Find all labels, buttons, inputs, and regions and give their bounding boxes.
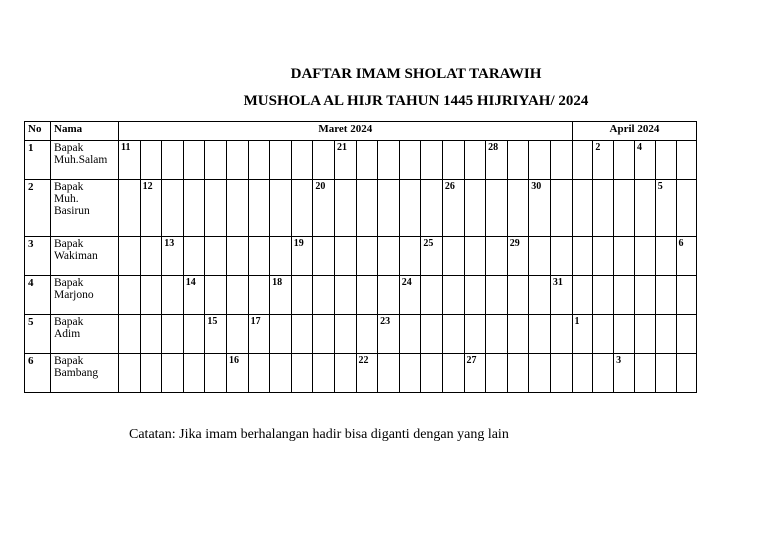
schedule-date: 17 [248,315,270,354]
empty-date-cell [572,276,593,315]
empty-date-cell [399,315,421,354]
empty-date-cell [486,276,508,315]
schedule-date: 30 [529,180,551,237]
schedule-date: 14 [183,276,205,315]
schedule-date: 5 [655,180,676,237]
imam-name [51,180,119,237]
table-row [25,180,697,237]
header-month-april: April 2024 [572,122,697,141]
empty-date-cell [507,141,529,180]
imam-name-line: Wakiman [54,250,98,262]
empty-date-cell [334,180,356,237]
empty-date-cell [205,237,227,276]
empty-date-cell [442,141,464,180]
header-no: No [25,122,51,141]
schedule-date: 16 [226,354,248,393]
row-number: 3 [25,237,51,276]
empty-date-cell [442,354,464,393]
empty-date-cell [226,237,248,276]
table-row [25,141,697,180]
schedule-date: 18 [270,276,292,315]
empty-date-cell [614,141,635,180]
imam-name-line: Bapak [54,238,84,250]
empty-date-cell [183,141,205,180]
schedule-date: 27 [464,354,486,393]
empty-date-cell [676,354,697,393]
empty-date-cell [676,315,697,354]
empty-date-cell [356,315,378,354]
empty-date-cell [356,237,378,276]
empty-date-cell [507,276,529,315]
row-number: 6 [25,354,51,393]
empty-date-cell [572,141,593,180]
empty-date-cell [270,237,292,276]
imam-name-line: Bapak [54,277,84,289]
empty-date-cell [313,141,335,180]
page-subtitle: MUSHOLA AL HIJR TAHUN 1445 HIJRIYAH/ 2024 [243,93,589,109]
empty-date-cell [119,354,141,393]
empty-date-cell [270,354,292,393]
empty-date-cell [507,180,529,237]
empty-date-cell [572,237,593,276]
schedule-date: 24 [399,276,421,315]
imam-name [51,315,119,354]
empty-date-cell [655,237,676,276]
row-number: 1 [25,141,51,180]
empty-date-cell [550,354,572,393]
empty-date-cell [593,180,614,237]
empty-date-cell [676,276,697,315]
empty-date-cell [378,276,400,315]
empty-date-cell [550,237,572,276]
imam-name-line: Marjono [54,289,94,301]
empty-date-cell [550,141,572,180]
empty-date-cell [205,276,227,315]
empty-date-cell [378,180,400,237]
empty-date-cell [313,354,335,393]
empty-date-cell [464,180,486,237]
empty-date-cell [378,237,400,276]
empty-date-cell [634,180,655,237]
empty-date-cell [183,237,205,276]
schedule-date: 13 [162,237,184,276]
empty-date-cell [378,141,400,180]
empty-date-cell [183,354,205,393]
empty-date-cell [655,315,676,354]
empty-date-cell [655,141,676,180]
empty-date-cell [486,237,508,276]
empty-date-cell [634,237,655,276]
schedule-date: 26 [442,180,464,237]
empty-date-cell [140,237,162,276]
empty-date-cell [183,180,205,237]
schedule-date: 1 [572,315,593,354]
schedule-date: 21 [334,141,356,180]
empty-date-cell [313,276,335,315]
schedule-date: 20 [313,180,335,237]
empty-date-cell [119,237,141,276]
schedule-date: 15 [205,315,227,354]
empty-date-cell [529,141,551,180]
empty-date-cell [486,180,508,237]
empty-date-cell [486,354,508,393]
empty-date-cell [162,276,184,315]
empty-date-cell [464,315,486,354]
empty-date-cell [334,237,356,276]
imam-name-line: Bapak [54,316,84,328]
imam-name-line: Muh.Salam [54,154,108,166]
empty-date-cell [313,237,335,276]
empty-date-cell [593,237,614,276]
imam-schedule-table [24,121,697,393]
empty-date-cell [248,354,270,393]
table-row [25,237,697,276]
empty-date-cell [291,141,313,180]
table-row [25,315,697,354]
empty-date-cell [226,315,248,354]
empty-date-cell [226,180,248,237]
empty-date-cell [313,315,335,354]
empty-date-cell [421,141,443,180]
empty-date-cell [676,141,697,180]
header-month-march: Maret 2024 [119,122,573,141]
imam-name-line: Bapak [54,181,84,193]
empty-date-cell [356,141,378,180]
table-header-row [25,122,697,141]
empty-date-cell [421,276,443,315]
schedule-date: 11 [119,141,141,180]
empty-date-cell [356,276,378,315]
empty-date-cell [270,315,292,354]
empty-date-cell [226,276,248,315]
empty-date-cell [270,141,292,180]
empty-date-cell [140,354,162,393]
empty-date-cell [655,276,676,315]
empty-date-cell [248,141,270,180]
empty-date-cell [614,237,635,276]
empty-date-cell [248,237,270,276]
empty-date-cell [442,315,464,354]
empty-date-cell [655,354,676,393]
empty-date-cell [614,276,635,315]
imam-name-line: Muh. [54,193,79,205]
empty-date-cell [572,354,593,393]
empty-date-cell [119,276,141,315]
imam-name-line: Adim [54,328,81,340]
note-text: Catatan: Jika imam berhalangan hadir bisa diganti dengan yang lain [129,427,509,442]
empty-date-cell [550,315,572,354]
empty-date-cell [140,276,162,315]
row-number: 2 [25,180,51,237]
schedule-date: 4 [634,141,655,180]
empty-date-cell [119,315,141,354]
empty-date-cell [334,315,356,354]
empty-date-cell [421,180,443,237]
imam-name-line: Bambang [54,367,99,379]
imam-name-line: Bapak [54,355,84,367]
empty-date-cell [226,141,248,180]
empty-date-cell [572,180,593,237]
empty-date-cell [529,276,551,315]
empty-date-cell [614,180,635,237]
imam-name-line: Basirun [54,205,90,217]
table-row [25,276,697,315]
empty-date-cell [140,141,162,180]
schedule-date: 6 [676,237,697,276]
empty-date-cell [162,180,184,237]
empty-date-cell [464,237,486,276]
empty-date-cell [442,237,464,276]
empty-date-cell [634,315,655,354]
row-number: 5 [25,315,51,354]
empty-date-cell [550,180,572,237]
schedule-date: 2 [593,141,614,180]
empty-date-cell [529,315,551,354]
empty-date-cell [464,276,486,315]
empty-date-cell [634,354,655,393]
schedule-date: 25 [421,237,443,276]
empty-date-cell [248,180,270,237]
empty-date-cell [205,180,227,237]
empty-date-cell [486,315,508,354]
empty-date-cell [119,180,141,237]
imam-name [51,141,119,180]
schedule-date: 29 [507,237,529,276]
empty-date-cell [593,354,614,393]
empty-date-cell [356,180,378,237]
empty-date-cell [334,354,356,393]
schedule-date: 12 [140,180,162,237]
page-title: DAFTAR IMAM SHOLAT TARAWIH [290,66,542,82]
empty-date-cell [464,141,486,180]
empty-date-cell [378,354,400,393]
empty-date-cell [676,180,697,237]
empty-date-cell [442,276,464,315]
empty-date-cell [421,354,443,393]
empty-date-cell [291,354,313,393]
empty-date-cell [399,141,421,180]
empty-date-cell [162,315,184,354]
empty-date-cell [291,180,313,237]
schedule-date: 22 [356,354,378,393]
empty-date-cell [162,354,184,393]
empty-date-cell [507,315,529,354]
schedule-date: 3 [614,354,635,393]
empty-date-cell [270,180,292,237]
empty-date-cell [205,354,227,393]
schedule-date: 19 [291,237,313,276]
imam-name [51,354,119,393]
header-name: Nama [51,122,119,141]
empty-date-cell [162,141,184,180]
empty-date-cell [205,141,227,180]
imam-name [51,276,119,315]
empty-date-cell [291,276,313,315]
schedule-date: 28 [486,141,508,180]
schedule-date: 23 [378,315,400,354]
empty-date-cell [634,276,655,315]
empty-date-cell [399,237,421,276]
empty-date-cell [507,354,529,393]
empty-date-cell [183,315,205,354]
empty-date-cell [248,276,270,315]
empty-date-cell [421,315,443,354]
empty-date-cell [399,180,421,237]
imam-name [51,237,119,276]
empty-date-cell [529,237,551,276]
imam-name-line: Bapak [54,142,84,154]
schedule-date: 31 [550,276,572,315]
table-row [25,354,697,393]
empty-date-cell [529,354,551,393]
empty-date-cell [614,315,635,354]
row-number: 4 [25,276,51,315]
empty-date-cell [593,276,614,315]
empty-date-cell [291,315,313,354]
empty-date-cell [140,315,162,354]
empty-date-cell [593,315,614,354]
empty-date-cell [399,354,421,393]
empty-date-cell [334,276,356,315]
